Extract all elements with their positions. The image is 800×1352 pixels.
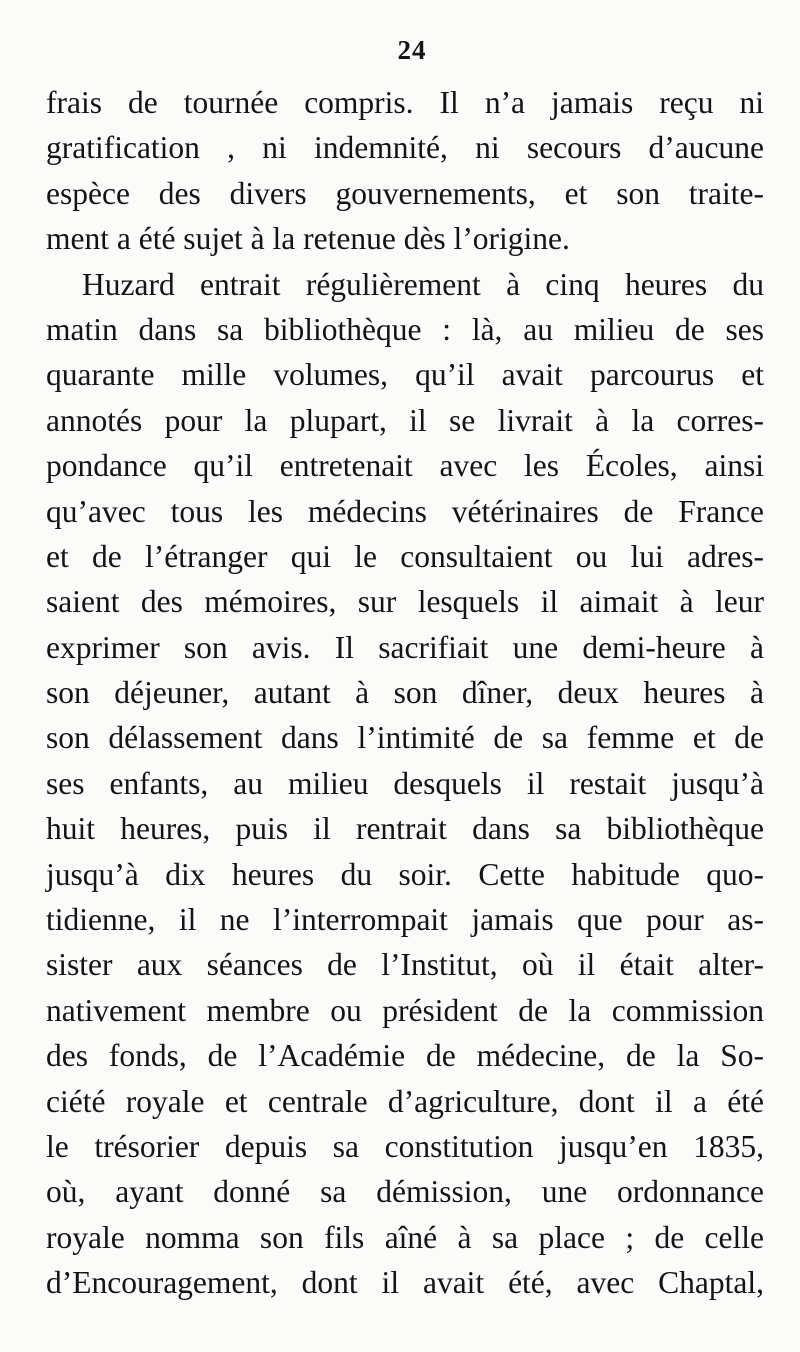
text-line: et de l’étranger qui le consultaient ou lui adres- [46,538,764,574]
text-line: frais de tournée compris. Il n’a jamais reçu ni [46,85,764,120]
body-text [46,80,764,1306]
text-line: sister aux séances de l’Institut, où il était alter- [46,947,764,983]
text-line: Huzard entrait régulièrement à cinq heures du [82,266,764,302]
text-line: royale nomma son fils aîné à sa place ; de celle [46,1219,764,1255]
text-line: exprimer son avis. Il sacrifiait une demi-heure à [46,629,764,665]
text-line: son délassement dans l’intimité de sa femme et de [46,720,764,756]
text-line: d’Encouragement, dont il avait été, avec Chaptal, [46,1265,764,1301]
text-line: saient des mémoires, sur lesquels il aimait à leur [46,584,764,620]
text-line: son déjeuner, autant à son dîner, deux heures à [46,675,764,711]
text-line: nativement membre ou président de la commission [46,992,764,1028]
text-line: tidienne, il ne l’interrompait jamais que pour as- [46,902,764,938]
text-line: ses enfants, au milieu desquels il restait jusqu’à [46,765,764,801]
text-line: annotés pour la plupart, il se livrait à la corres- [46,402,764,438]
text-line: espèce des divers gouvernements, et son traite- [46,175,764,211]
text-line: pondance qu’il entretenait avec les Écoles, ainsi [46,448,764,484]
text-line: huit heures, puis il rentrait dans sa bibliothèque [46,811,764,847]
text-line: quarante mille volumes, qu’il avait parcourus et [46,357,764,393]
text-line: le trésorier depuis sa constitution jusqu’en 1835, [46,1128,764,1164]
text-line: qu’avec tous les médecins vétérinaires de France [46,493,764,529]
text-line: gratification , ni indemnité, ni secours d’aucune [46,130,764,166]
text-line: ciété royale et centrale d’agriculture, dont il a été [46,1083,764,1119]
text-line: où, ayant donné sa démission, une ordonnance [46,1174,764,1210]
text-line: ment a été sujet à la retenue dès l’origine. [46,221,570,257]
text-line: matin dans sa bibliothèque : là, au milieu de ses [46,311,764,347]
text-line: jusqu’à dix heures du soir. Cette habitude quo- [46,856,764,892]
text-line: des fonds, de l’Académie de médecine, de la So- [46,1038,764,1074]
page-number: 24 [397,35,427,65]
